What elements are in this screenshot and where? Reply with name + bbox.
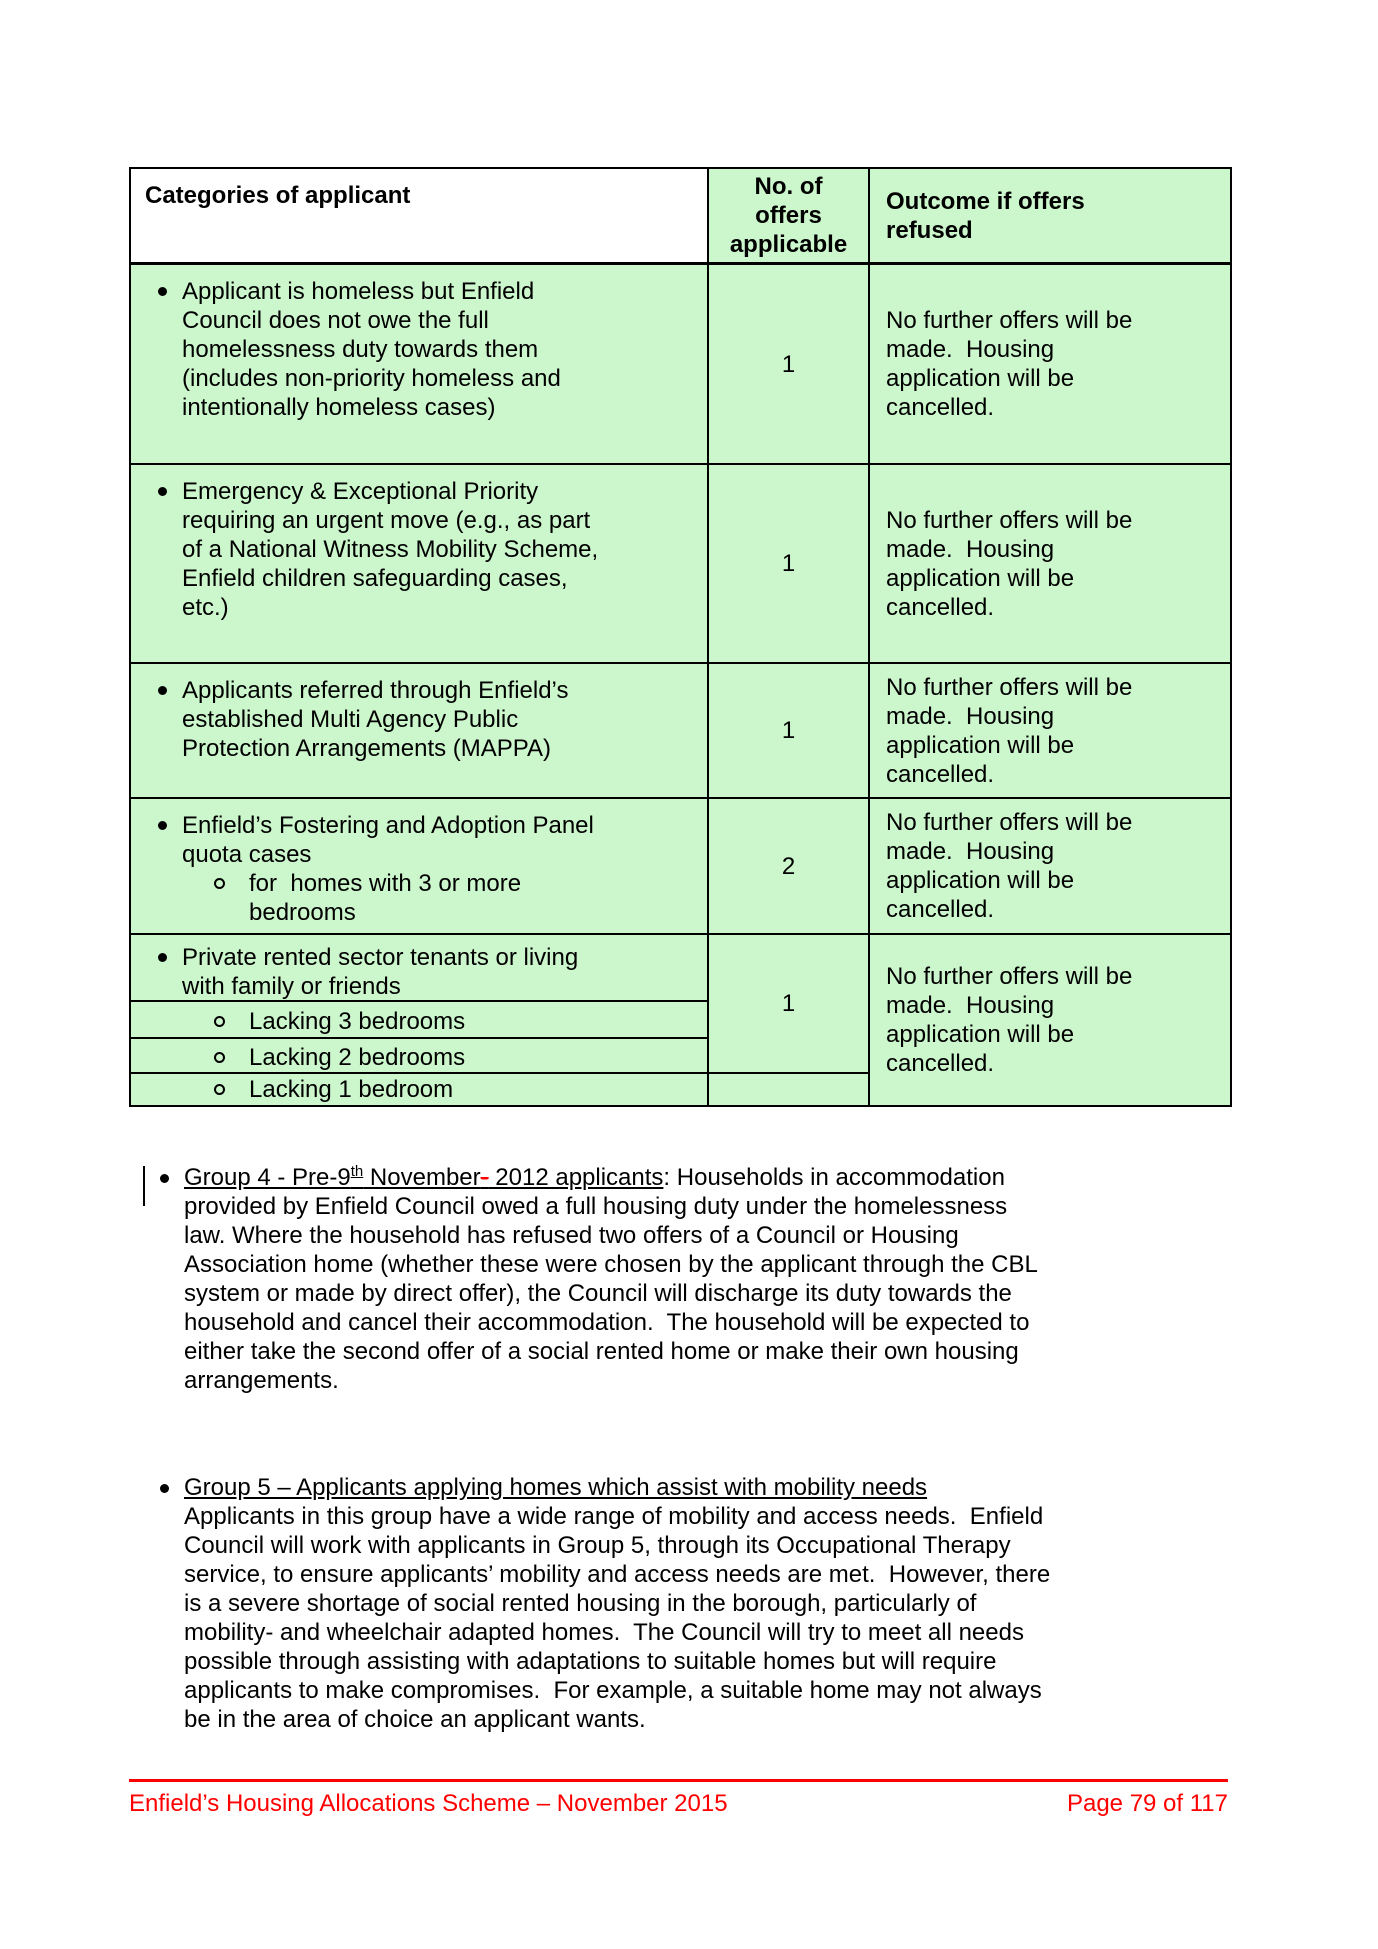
category-text: Applicants referred through Enfield’s established Multi Agency Public Protection Arrangements (MAPPA) <box>182 677 576 762</box>
table-header-categories <box>131 169 709 265</box>
outcome-text: No further offers will be made. Housing application will be cancelled. <box>886 307 1139 421</box>
category-cell <box>131 265 709 465</box>
category-cell <box>131 935 709 1002</box>
offers-count: 1 <box>781 550 796 577</box>
group4-body-lines: provided by Enfield Council owed a full housing duty under the homelessness law. Where the household has refused two offers of a Council or Housing Association home (whether these were chosen by the applicant through the CBL system or made by direct offer), the Council will discharge its duty towards the household and cancel their accommodation. The household will be expected to either take the second offer of a social rented home or make their own housing arrangements. <box>184 1193 1038 1394</box>
deleted-hyphen: - <box>480 1164 489 1191</box>
group4-text <box>184 1163 1169 1395</box>
bullet-dot-icon <box>160 1473 184 1734</box>
bullet-dot-icon <box>158 943 182 1001</box>
header-offers-label: No. of offers applicable <box>729 173 848 258</box>
category-sub-text: Lacking 2 bedrooms <box>249 1044 466 1071</box>
offers-count-cell <box>709 935 870 1074</box>
category-text: Enfield’s Fostering and Adoption Panel quota cases <box>182 812 601 868</box>
outcome-cell <box>870 664 1230 799</box>
offers-count: 1 <box>781 717 796 744</box>
category-text: Private rented sector tenants or living with family or friends <box>182 944 585 1000</box>
table-header-outcome <box>870 169 1230 265</box>
bullet-dot-icon <box>160 1163 184 1395</box>
category-sub-cell <box>131 1039 709 1074</box>
outcome-cell <box>870 465 1230 664</box>
footer-rule <box>129 1779 1228 1782</box>
outcome-text: No further offers will be made. Housing application will be cancelled. <box>886 963 1139 1077</box>
offers-table <box>129 167 1232 1107</box>
category-cell <box>131 799 709 935</box>
outcome-cell <box>870 935 1230 1105</box>
outcome-text: No further offers will be made. Housing application will be cancelled. <box>886 506 1139 621</box>
offers-count-cell <box>709 664 870 799</box>
category-sub-cell <box>131 1074 709 1105</box>
category-sub-cell <box>131 1002 709 1039</box>
outcome-cell <box>870 265 1230 465</box>
category-cell <box>131 465 709 664</box>
circle-bullet-icon <box>213 1075 249 1104</box>
header-outcome-label: Outcome if offers refused <box>886 187 1092 244</box>
category-sub-text: Lacking 1 bedroom <box>249 1076 454 1103</box>
page-footer <box>129 1789 1228 1818</box>
outcome-cell <box>870 799 1230 935</box>
offers-count: 2 <box>781 852 796 880</box>
footer-document-title: Enfield’s Housing Allocations Scheme – November 2015 <box>129 1790 728 1817</box>
group4-heading: Group 4 - Pre-9th November- 2012 applicants <box>184 1163 664 1191</box>
bullet-dot-icon <box>158 477 182 622</box>
bullet-dot-icon <box>158 277 182 422</box>
header-categories-label: Categories of applicant <box>145 182 411 209</box>
circle-bullet-icon <box>213 1007 249 1036</box>
bullet-dot-icon <box>158 811 182 869</box>
group4-heading-line: Group 4 - Pre-9th November- 2012 applicants: Households in accommodation <box>184 1163 1005 1191</box>
category-text: Applicant is homeless but Enfield Council does not owe the full homelessness duty towards them (includes non-priority homeless and intentionally homeless cases) <box>182 278 568 421</box>
circle-bullet-icon <box>213 1043 249 1072</box>
footer-page-number: Page 79 of 117 <box>1066 1790 1228 1817</box>
offers-count-empty-cell <box>709 1074 870 1105</box>
revision-change-bar <box>143 1166 145 1206</box>
group5-bullet-paragraph <box>160 1473 1190 1734</box>
offers-count: 1 <box>781 990 796 1017</box>
group5-heading: Group 5 – Applicants applying homes which assist with mobility needs <box>184 1474 928 1501</box>
category-cell <box>131 664 709 799</box>
category-sub-text: for homes with 3 or more bedrooms <box>249 870 528 926</box>
circle-bullet-icon <box>213 869 249 927</box>
category-text: Emergency & Exceptional Priority requiring an urgent move (e.g., as part of a National Witness Mobility Scheme, Enfield children safeguarding cases, etc.) <box>182 478 605 621</box>
group4-bullet-paragraph <box>160 1163 1190 1395</box>
category-sub-text: Lacking 3 bedrooms <box>249 1008 466 1035</box>
outcome-text: No further offers will be made. Housing application will be cancelled. <box>886 809 1139 923</box>
group5-text <box>184 1473 1169 1734</box>
outcome-text: No further offers will be made. Housing application will be cancelled. <box>886 673 1139 788</box>
offers-count-cell <box>709 465 870 664</box>
bullet-dot-icon <box>158 676 182 763</box>
table-header-offers <box>709 169 870 265</box>
ordinal-superscript: th <box>350 1163 364 1180</box>
offers-count: 1 <box>781 350 796 378</box>
offers-count-cell <box>709 799 870 935</box>
offers-count-cell <box>709 265 870 465</box>
group5-body-lines: Applicants in this group have a wide range of mobility and access needs. Enfield Council will work with applicants in Group 5, through its Occupational Therapy service, to ensure applicants’ mobility and access needs are met. However, there is a severe shortage of social rented housing in the borough, particularly of mobility- and wheelchair adapted homes. The Council will try to meet all needs possible through assisting with adaptations to suitable homes but will require applicants to make compromises. For example, a suitable home may not always be in the area of choice an applicant wants. <box>184 1503 1051 1733</box>
